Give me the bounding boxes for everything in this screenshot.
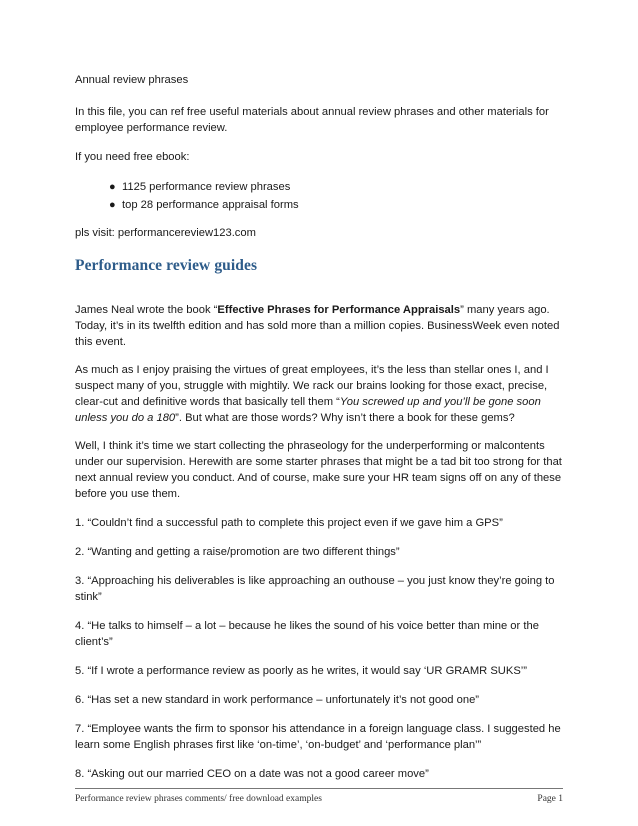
phrase-item: 8. “Asking out our married CEO on a date was not a good career move”: [75, 768, 429, 780]
title-line: Annual review phrases: [75, 74, 189, 86]
list-item: ● top 28 performance appraisal forms: [109, 196, 570, 214]
ebook-prompt: If you need free ebook:: [75, 151, 190, 163]
paragraph-book: James Neal wrote the book “Effective Phrases for Performance Appraisals” many years ago. Today, it’s in its twelfth edition and has sold more than a million copies. BusinessWeek even noted this event.: [75, 304, 560, 348]
list-item: ● 1125 performance review phrases: [109, 178, 570, 196]
intro-paragraph: In this file, you can ref free useful materials about annual review phrases and other materials for employee performance review.: [75, 106, 549, 134]
phrase-item: 7. “Employee wants the firm to sponsor his attendance in a foreign language class. I suggested he learn some English phrases first like ‘on-time’, ‘on-budget’ and ‘performance plan’”: [75, 723, 561, 751]
page-footer: [75, 788, 563, 804]
phrase-item: 1. “Couldn’t find a successful path to complete this project even if we gave him a GPS”: [75, 517, 503, 529]
italic-quote: You screwed up and you’ll be gone soon unless you do a 180: [75, 396, 541, 424]
section-heading: Performance review guides: [75, 257, 258, 274]
paragraph-phraseology: Well, I think it’s time we start collecting the phraseology for the underperforming or malcontents under our supervision. Herewith are some starter phrases that might be a tad bit too strong for that next annual review you conduct. And of course, make sure your HR team signs off on any of these before you use them.: [75, 440, 562, 500]
page-content: [75, 72, 570, 782]
visit-line: pls visit: performancereview123.com: [75, 227, 256, 239]
page-number: Page 1: [537, 794, 563, 804]
phrase-item: 4. “He talks to himself – a lot – because he likes the sound of his voice better than mine or the client’s”: [75, 620, 539, 648]
phrase-item: 2. “Wanting and getting a raise/promotion are two different things”: [75, 546, 400, 558]
paragraph-praising: As much as I enjoy praising the virtues of great employees, it’s the less than stellar ones I, and I suspect many of you, struggle with mightily. We rack our brains looking for those exact, precise, clear-cut and definitive words that basically tell them “You screwed up and you’ll be gone soon unless you do a 180”. But what are those words? Why isn’t there a book for these gems?: [75, 364, 549, 424]
footer-title: Performance review phrases comments/ free download examples: [75, 794, 322, 804]
ebook-list: [75, 178, 570, 214]
book-title: Effective Phrases for Performance Appraisals: [217, 304, 461, 316]
bullet-icon: ●: [109, 199, 116, 211]
bullet-icon: ●: [109, 181, 116, 193]
phrase-item: 3. “Approaching his deliverables is like approaching an outhouse – you just know they’re going to stink”: [75, 575, 555, 603]
phrase-item: 5. “If I wrote a performance review as poorly as he writes, it would say ‘UR GRAMR SUKS’”: [75, 665, 527, 677]
phrase-item: 6. “Has set a new standard in work performance – unfortunately it’s not good one”: [75, 694, 480, 706]
